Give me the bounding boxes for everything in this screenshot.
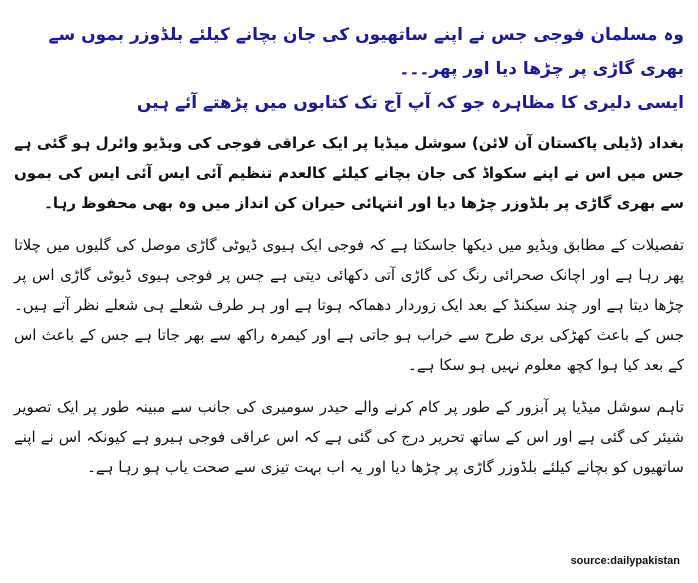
headline-line-2: ایسی دلیری کا مظاہرہ جو کہ آپ آج تک کتابوں میں پڑھتے آئے ہیں [136, 93, 684, 113]
paragraph-details: تفصیلات کے مطابق ویڈیو میں دیکھا جاسکتا ہے کہ فوجی ایک ہیوی ڈیوٹی گاڑی موصل کی گلیوں میں چلاتا پھر رہا ہے اور اچانک صحرائی رنگ کی گاڑی آتی دکھائی دیتی ہے جس پر فوجی ہیوی ڈیوٹی گاڑی اس پر چڑھا دیتا ہے اور چند سیکنڈ کے بعد ایک زوردار دھماکہ ہوتا ہے اور ہر طرف شعلے ہی شعلے نظر آتے ہیں۔ جس کے باعث کھڑکی بری طرح سے خراب ہو جاتی ہے اور کیمرہ راکھ سے بھر جاتا ہے جس کے باعث اس کے بعد کیا ہوا کچھ معلوم نہیں ہو سکا ہے۔ [14, 236, 684, 374]
headline-line-1: وہ مسلمان فوجی جس نے اپنے ساتھیوں کی جان بچانے کیلئے بلڈوزر بموں سے بھری گاڑی پر چڑھا دیا اور پھر۔۔۔ [48, 25, 684, 79]
source-credit: source:dailypakistan [570, 555, 680, 567]
paragraph-lead: بغداد (ڈیلی پاکستان آن لائن) سوشل میڈیا پر ایک عراقی فوجی کی ویڈیو وائرل ہو گئی ہے جس میں اس نے اپنے سکواڈ کی جان بچانے کیلئے کالعدم تنظیم آئی ایس آئی ایس کی بموں سے بھری گاڑی پر بلڈوزر چڑھا دیا اور انتہائی حیران کن انداز میں وہ بھی محفوظ رہا۔ [14, 134, 684, 212]
headline [14, 18, 684, 120]
paragraph-social-media: تاہم سوشل میڈیا پر آبزور کے طور پر کام کرنے والے حیدر سومیری کی جانب سے مبینہ طور پر ایک تصویر شیئر کی گئی ہے اور اس کے ساتھ تحریر درج کی گئی ہے کہ اس عراقی فوجی ہیرو ہے کیونکہ اس نے اپنے ساتھیوں کو بچانے کیلئے بلڈوزر گاڑی پر چڑھا دیا اور یہ اب بہت تیزی سے صحت یاب ہو رہا ہے۔ [14, 398, 684, 476]
